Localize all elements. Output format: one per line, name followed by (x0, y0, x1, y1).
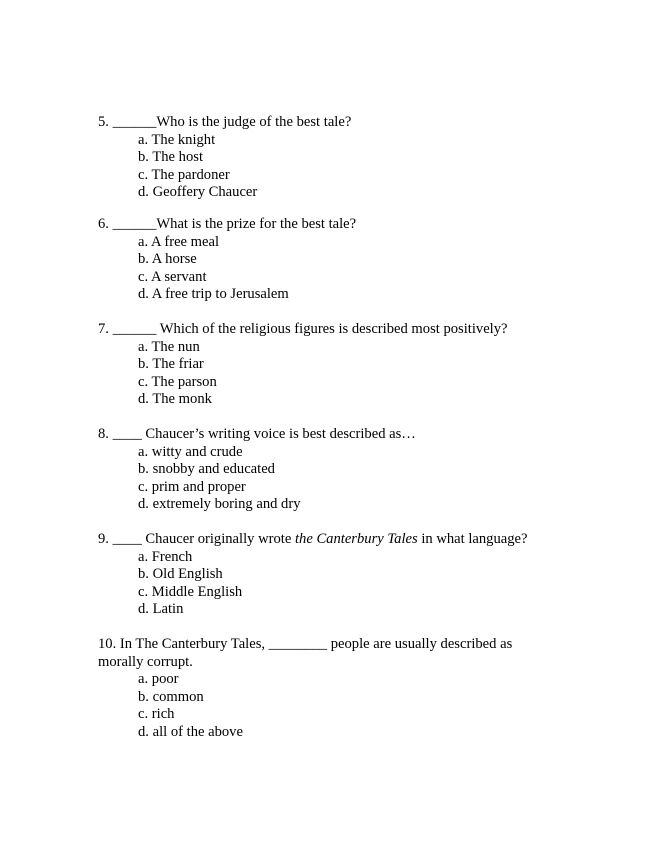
answer-option-b: b. snobby and educated (138, 461, 275, 478)
question-stem-start: 9. ____ Chaucer originally wrote (98, 531, 295, 547)
answer-option-a: a. The knight (138, 131, 216, 148)
answer-options (98, 671, 538, 741)
answer-option-b: b. common (138, 688, 204, 705)
answer-option-d: d. Geoffery Chaucer (138, 184, 258, 201)
question-9 (98, 531, 568, 619)
question-stem: 8. ____ Chaucer’s writing voice is best described as… (98, 426, 416, 442)
answer-option-b: b. A horse (138, 251, 197, 268)
answer-option-b: b. The friar (138, 356, 204, 373)
answer-options (98, 549, 568, 619)
answer-option-b: b. Old English (138, 566, 223, 583)
answer-option-a: a. poor (138, 671, 179, 688)
question-10 (98, 636, 538, 742)
answer-option-a: a. French (138, 548, 193, 565)
answer-option-c: c. Middle English (138, 583, 243, 600)
question-stem: 10. In The Canterbury Tales, ________ people are usually described as morally corrupt. (98, 636, 513, 670)
answer-option-d: d. The monk (138, 391, 212, 408)
answer-option-c: c. A servant (138, 268, 207, 285)
answer-option-a: a. The nun (138, 338, 200, 355)
answer-option-c: c. The pardoner (138, 166, 230, 183)
answer-options (98, 339, 568, 409)
question-8 (98, 426, 568, 514)
answer-option-c: c. prim and proper (138, 478, 246, 495)
answer-option-c: c. The parson (138, 373, 217, 390)
question-stem: 7. ______ Which of the religious figures is described most positively? (98, 321, 508, 337)
question-stem: 6. ______What is the prize for the best tale? (98, 216, 357, 232)
question-stem-end: in what language? (417, 531, 528, 547)
answer-option-a: a. A free meal (138, 233, 220, 250)
answer-options (98, 444, 568, 514)
answer-option-c: c. rich (138, 706, 175, 723)
answer-options (98, 132, 568, 202)
answer-option-b: b. The host (138, 149, 203, 166)
answer-option-d: d. Latin (138, 601, 184, 618)
question-stem (98, 531, 568, 549)
question-5 (98, 114, 568, 202)
question-6 (98, 216, 568, 304)
answer-options (98, 234, 568, 304)
answer-option-d: d. all of the above (138, 723, 243, 740)
question-7 (98, 321, 568, 409)
answer-option-d: d. extremely boring and dry (138, 496, 301, 513)
answer-option-a: a. witty and crude (138, 443, 243, 460)
book-title: the Canterbury Tales (294, 531, 418, 547)
question-stem: 5. ______Who is the judge of the best tale? (98, 114, 352, 130)
answer-option-d: d. A free trip to Jerusalem (138, 286, 289, 303)
